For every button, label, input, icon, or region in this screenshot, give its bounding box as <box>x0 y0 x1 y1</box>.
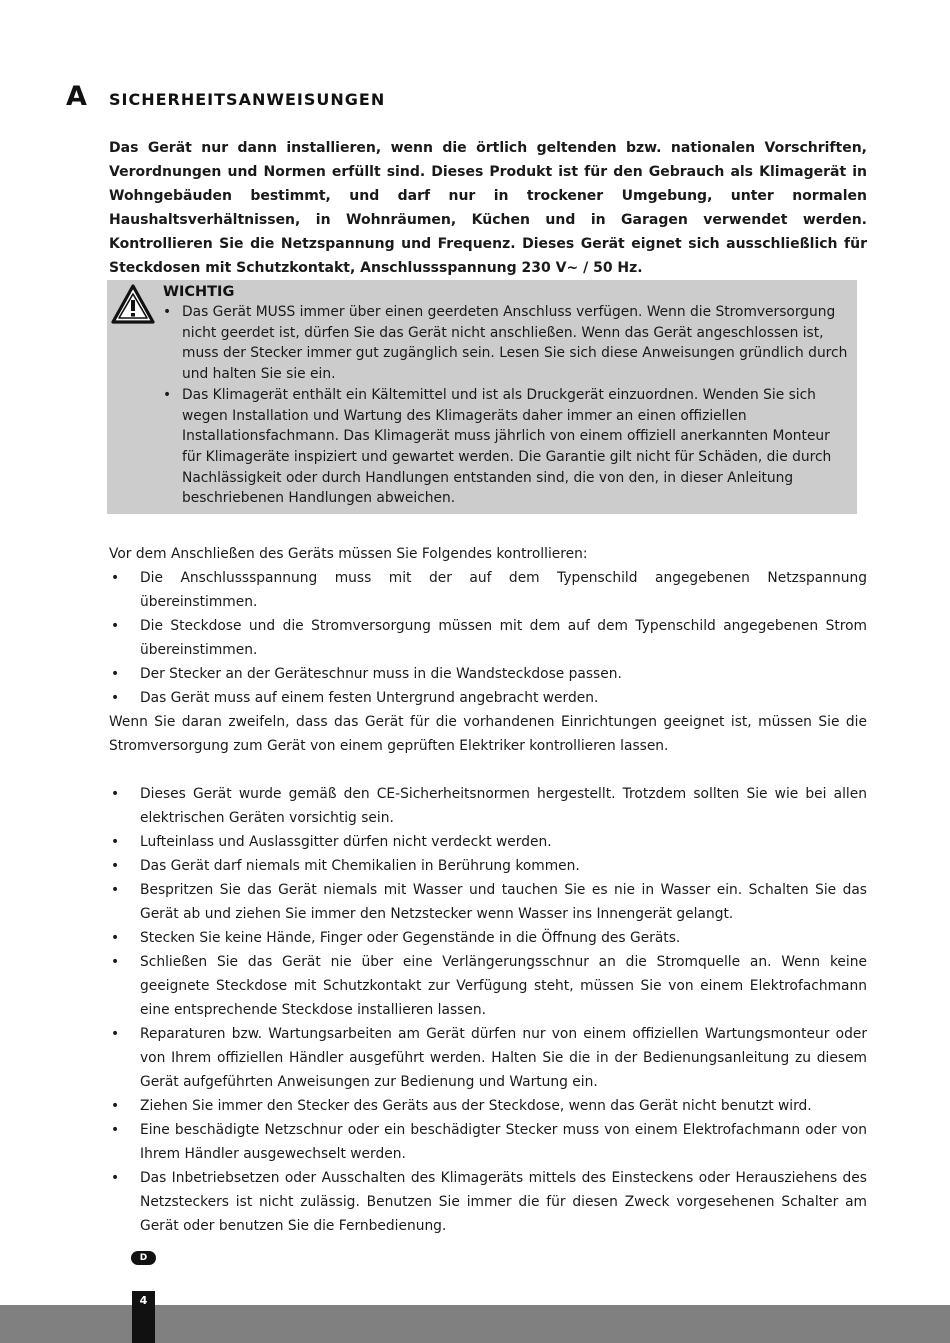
bullet-icon: • <box>163 386 172 403</box>
list-item-text: Das Gerät darf niemals mit Chemikalien in Berührung kommen. <box>140 858 580 874</box>
list-item <box>109 782 867 830</box>
list-item <box>109 662 867 686</box>
warning-box <box>107 280 857 514</box>
list-item <box>109 926 867 950</box>
list-item-text: Eine beschädigte Netzschnur oder ein beschädigter Stecker muss von einem Elektrofachmann oder von Ihrem Händler ausgewechselt werden. <box>140 1122 867 1162</box>
bullet-icon: • <box>111 882 120 898</box>
bullet-icon: • <box>111 570 120 586</box>
list-item-text: Die Anschlussspannung muss mit der auf dem Typenschild angegebenen Netzspannung übereinstimmen. <box>140 570 867 610</box>
list-item <box>109 1022 867 1094</box>
bullet-icon: • <box>111 1098 120 1114</box>
list-item-text: Schließen Sie das Gerät nie über eine Verlängerungsschnur an die Stromquelle an. Wenn keine geeignete Steckdose mit Schutzkontakt zur Verfügung steht, müssen Sie von einem Elektrofachmann eine entsprechende Steckdose installieren lassen. <box>140 954 867 1018</box>
bullet-icon: • <box>163 304 172 320</box>
list-item-text: Das Gerät muss auf einem festen Untergrund angebracht werden. <box>140 690 599 706</box>
safety-list <box>109 782 867 1238</box>
page-number: 4 <box>132 1291 155 1343</box>
list-item-text: Dieses Gerät wurde gemäß den CE-Sicherheitsnormen hergestellt. Trotzdem sollten Sie wie bei allen elektrischen Geräten vorsichtig sein. <box>140 786 867 826</box>
bullet-icon: • <box>111 930 120 946</box>
check-list <box>109 566 867 710</box>
bullet-icon: • <box>111 786 120 802</box>
check-intro: Vor dem Anschließen des Geräts müssen Sie Folgendes kontrollieren: <box>109 546 588 562</box>
list-item-text: Die Steckdose und die Stromversorgung müssen mit dem auf dem Typenschild angegebenen Strom übereinstimmen. <box>140 618 867 658</box>
doubt-paragraph: Wenn Sie daran zweifeln, dass das Gerät für die vorhandenen Einrichtungen geeignet ist, müssen Sie die Stromversorgung zum Gerät von einem geprüften Elektriker kontrollieren lassen. <box>109 714 867 754</box>
list-item <box>109 830 867 854</box>
bullet-icon: • <box>111 666 120 682</box>
list-item-text: Der Stecker an der Geräteschnur muss in die Wandsteckdose passen. <box>140 666 622 682</box>
list-item <box>109 1166 867 1238</box>
bullet-icon: • <box>111 618 120 634</box>
list-item-text: Das Inbetriebsetzen oder Ausschalten des Klimageräts mittels des Einsteckens oder Herausziehens des Netzsteckers ist nicht zulässig. Benutzen Sie immer die für diesen Zweck vorgesehenen Schalter am Gerät oder benutzen Sie die Fernbedienung. <box>140 1170 867 1234</box>
list-item <box>109 566 867 614</box>
language-badge: D <box>131 1251 156 1265</box>
list-item-text: Bespritzen Sie das Gerät niemals mit Wasser und tauchen Sie es nie in Wasser ein. Schalten Sie das Gerät ab und ziehen Sie immer den Netzstecker wenn Wasser ins Innengerät gelangt. <box>140 882 867 922</box>
list-item <box>109 1094 867 1118</box>
list-item <box>109 878 867 926</box>
warning-triangle-icon <box>111 283 155 325</box>
list-item <box>109 950 867 1022</box>
warning-item <box>163 385 849 509</box>
list-item <box>109 686 867 710</box>
bullet-icon: • <box>111 690 120 706</box>
list-item <box>109 1118 867 1166</box>
bullet-icon: • <box>111 1170 120 1186</box>
bullet-icon: • <box>111 1122 120 1138</box>
warning-item-text: Das Klimagerät enthält ein Kältemittel und ist als Druckgerät einzuordnen. Wenden Sie sich wegen Installation und Wartung des Klimageräts daher immer an einen offiziellen Installationsfachmann. Das Klimagerät muss jährlich von einem offiziell anerkannten Monteur für Klimageräte inspiziert und gewartet werden. Die Garantie gilt nicht für Schäden, die durch Nachlässigkeit oder durch Handlungen entstanden sind, die von den, in dieser Anleitung beschriebenen Handlungen abweichen. <box>182 386 832 507</box>
section-letter: A <box>66 81 87 112</box>
bullet-icon: • <box>111 834 120 850</box>
warning-list <box>163 302 849 509</box>
list-item-text: Stecken Sie keine Hände, Finger oder Gegenstände in die Öffnung des Geräts. <box>140 930 681 946</box>
list-item <box>109 854 867 878</box>
list-item-text: Ziehen Sie immer den Stecker des Geräts aus der Steckdose, wenn das Gerät nicht benutzt wird. <box>140 1098 812 1114</box>
list-item <box>109 614 867 662</box>
bullet-icon: • <box>111 954 120 970</box>
list-item-text: Lufteinlass und Auslassgitter dürfen nicht verdeckt werden. <box>140 834 552 850</box>
warning-title: WICHTIG <box>163 284 235 300</box>
warning-item <box>163 302 849 385</box>
warning-item-text: Das Gerät MUSS immer über einen geerdeten Anschluss verfügen. Wenn die Stromversorgung nicht geerdet ist, dürfen Sie das Gerät nicht anschließen. Wenn das Gerät angeschlossen ist, muss der Stecker immer gut zugänglich sein. Lesen Sie sich diese Anweisungen gründlich durch und halten Sie sie ein. <box>182 304 848 383</box>
section-title: SICHERHEITSANWEISUNGEN <box>109 90 386 109</box>
list-item-text: Reparaturen bzw. Wartungsarbeiten am Gerät dürfen nur von einem offiziellen Wartungsmonteur oder von Ihrem offiziellen Händler ausgeführt werden. Halten Sie die in der Bedienungsanleitung zu diesem Gerät aufgeführten Anweisungen zur Bedienung und Wartung ein. <box>140 1026 867 1090</box>
bullet-icon: • <box>111 858 120 874</box>
bullet-icon: • <box>111 1026 120 1042</box>
intro-paragraph: Das Gerät nur dann installieren, wenn die örtlich geltenden bzw. nationalen Vorschriften, Verordnungen und Normen erfüllt sind. Dieses Produkt ist für den Gebrauch als Klimagerät in Wohngebäuden bestimmt, und darf nur in trockener Umgebung, unter normalen Haushaltsverhältnissen, in Wohnräumen, Küchen und in Garagen verwendet werden. Kontrollieren Sie die Netzspannung und Frequenz. Dieses Gerät eignet sich ausschließlich für Steckdosen mit Schutzkontakt, Anschlussspannung 230 V~ / 50 Hz. <box>109 140 867 276</box>
